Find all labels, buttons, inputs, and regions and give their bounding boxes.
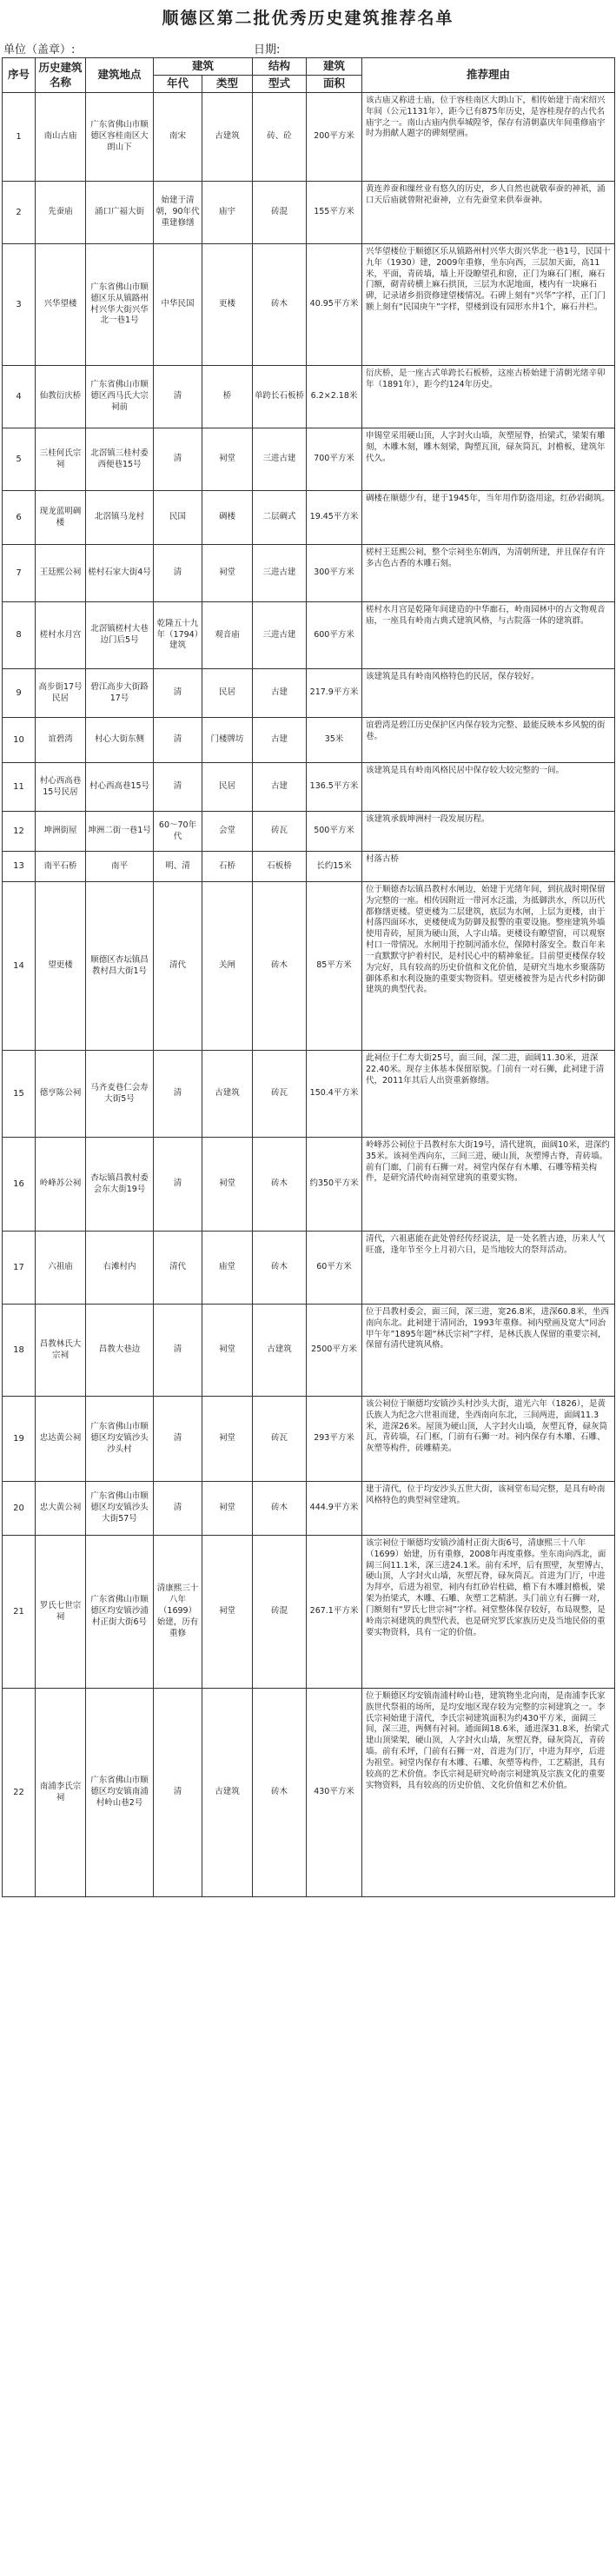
cell-reason: 此祠位于仁寿大街25号，面三间，深二进，面阔11.30米，进深22.40米。现存主体基本保留原貌。门前有一对石狮，此祠建于清代，2011年其后人出资重新修缮。	[362, 1051, 615, 1138]
cell-structure: 砖瓦	[253, 1051, 307, 1138]
cell-area: 19.45平方米	[307, 491, 362, 545]
cell-area: 217.9平方米	[307, 669, 362, 718]
cell-area: 85平方米	[307, 882, 362, 1051]
cell-name: 村心西高巷15号民居	[36, 763, 86, 812]
cell-reason: 建于清代，位于均安沙头五世大街，该祠堂布局完整，是具有岭南风格特色的典型祠堂建筑。	[362, 1482, 615, 1536]
cell-structure: 砖混	[253, 182, 307, 244]
cell-type: 祠堂	[202, 545, 253, 602]
cell-area: 200平方米	[307, 93, 362, 182]
cell-location: 广东省佛山市顺德区均安镇沙头沙头村	[86, 1397, 154, 1482]
cell-era: 清	[154, 1138, 202, 1232]
cell-name: 南浦李氏宗祠	[36, 1689, 86, 1897]
cell-seq: 20	[3, 1482, 36, 1536]
cell-reason: 位于顺德杏坛镇昌教村水闸边，始建于光绪年间，到抗战时期保留为完整的一座。相传因附近一带河水泛滥，为抵御洪水，所以历代都修缮更楼。望更楼为二层建筑，底层为水闸，上层为更楼，由于村落四面环水，更楼便成为防御及报警的重要设施。整座建筑外墙使用青砖，屋顶为硬山顶，人字山墙。更楼设有瞭望窗，可以观察村口一带情况。水闸用于控制河涌水位，保障村落安全。数百年来一直默默守护着村民，是村民心中的精神象征。目前望更楼保存较为完好，具有较高的历史价值和文化价值，是研究当地水乡聚落防御体系和水利设施的重要实物资料。望更楼被誉为是古代乡村防御建筑的典型代表。	[362, 882, 615, 1051]
table-row	[3, 244, 615, 366]
cell-era: 清	[154, 1051, 202, 1138]
cell-seq: 14	[3, 882, 36, 1051]
cell-reason: 申锡堂采用硬山顶，人字封火山墙，灰塑屋脊，抬梁式，梁架有雕刻，木雕木刻，雕木刻梁，陶塑瓦顶，碌灰筒瓦，封檐板，建筑年代久。	[362, 428, 615, 491]
cell-area: 6.2×2.18米	[307, 366, 362, 428]
cell-type: 门楼牌坊	[202, 718, 253, 763]
cell-location: 北滘镇三桂村委西便巷15号	[86, 428, 154, 491]
table-row	[3, 93, 615, 182]
cell-seq: 10	[3, 718, 36, 763]
cell-seq: 16	[3, 1138, 36, 1232]
cell-name: 忠达黄公祠	[36, 1397, 86, 1482]
cell-seq: 12	[3, 812, 36, 852]
cell-structure: 古建	[253, 669, 307, 718]
cell-era: 清	[154, 763, 202, 812]
cell-structure: 砖、砼	[253, 93, 307, 182]
cell-structure: 砖瓦	[253, 812, 307, 852]
cell-type: 观音庙	[202, 602, 253, 669]
cell-type: 民居	[202, 763, 253, 812]
cell-name: 昌教林氏大宗祠	[36, 1305, 86, 1397]
table-body	[3, 93, 615, 1897]
cell-structure: 砖木	[253, 1232, 307, 1305]
cell-reason: 位于顺德区均安镇南浦村岭山巷，建筑物坐北向南，是南浦李氏家族世代祭祖的场所，是均安地区现存较为完整的宗祠建筑之一。李氏宗祠始建于清代，李氏宗祠建筑面积为约430平方米，面阔三间，深三进，两侧有衬祠。通面阔18.6米，通进深31.8米，抬梁式建山顶梁架，硬山顶，人字封火山墙，灰塑瓦脊，碌灰筒瓦，青砖墙。前有禾坪，门前有石狮一对，首进为门厅，中进为拜亭，后进为祖堂。祠堂内保存有木雕、石雕、灰塑等构件，工艺精湛，具有较高的艺术价值。李氏宗祠是研究岭南宗祠建筑及宗族文化的重要实物资料，具有较高的历史价值、文化价值和艺术价值。	[362, 1689, 615, 1897]
cell-structure: 砖木	[253, 244, 307, 366]
cell-name: 谊碧湾	[36, 718, 86, 763]
table-row	[3, 669, 615, 718]
cell-location: 广东省佛山市顺德区乐从镇路州村兴华大街兴华北一巷1号	[86, 244, 154, 366]
cell-location: 村心大街东侧	[86, 718, 154, 763]
cell-area: 155平方米	[307, 182, 362, 244]
cell-type: 碉楼	[202, 491, 253, 545]
header-building: 建筑	[154, 58, 253, 76]
table-row	[3, 852, 615, 882]
cell-era: 明、清	[154, 852, 202, 882]
cell-type: 祠堂	[202, 1138, 253, 1232]
cell-era: 清	[154, 366, 202, 428]
cell-type: 祠堂	[202, 428, 253, 491]
cell-name: 南山古庙	[36, 93, 86, 182]
cell-type: 会堂	[202, 812, 253, 852]
cell-reason: 兴华望楼位于顺德区乐从镇路州村兴华大街兴华北一巷1号，民国十九年（1930）建，2009年重修，坐东向西，三层加天面，高11米，平面，青砖墙，墙上开设瞭望孔和窗，正门为麻石门框，麻石门额，砌青砖横上麻石拱顶，三层为水泥地面，楼内有一块麻石碑，记录诸乡捐资修建望楼情况。石碑上刻有“兴华”字样，正门门额上刻有“民国庚午”字样，望楼到设有园形水井1个，麻石井栏。	[362, 244, 615, 366]
cell-location: 碧江高步大街路17号	[86, 669, 154, 718]
cell-reason: 该古庙又称进士庙，位于容桂南区大朗山下，相传始建于南宋绍兴年间（公元1131年），距今已有875年历史，是容桂现存的古代名庙宇之一。南山古庙内供奉城隍爷，保存有清朝嘉庆年间重修庙宇时为捐献人题字的碑刻壁画。	[362, 93, 615, 182]
cell-seq: 19	[3, 1397, 36, 1482]
cell-name: 先蚕庙	[36, 182, 86, 244]
cell-location: 槎村石家大街4号	[86, 545, 154, 602]
cell-type: 关闸	[202, 882, 253, 1051]
cell-seq: 6	[3, 491, 36, 545]
cell-era: 始建于清朝，90年代重建修缮	[154, 182, 202, 244]
cell-type: 古建筑	[202, 93, 253, 182]
cell-reason: 谊碧湾是碧江历史保护区内保存较为完整、最能反映本乡风貌的街巷。	[362, 718, 615, 763]
cell-seq: 11	[3, 763, 36, 812]
cell-name: 高步街17号民居	[36, 669, 86, 718]
cell-location: 坤洲二街一巷1号	[86, 812, 154, 852]
cell-area: 136.5平方米	[307, 763, 362, 812]
cell-reason: 衍庆桥，是一座古式单跨长石板桥，这座古桥始建于清朝光绪辛卯年（1891年），距今约124年历史。	[362, 366, 615, 428]
cell-era: 民国	[154, 491, 202, 545]
cell-era: 清康熙三十八年（1699）始建，历有重修	[154, 1536, 202, 1689]
cell-name: 三桂何氏宗祠	[36, 428, 86, 491]
table-row	[3, 491, 615, 545]
table-row	[3, 1305, 615, 1397]
cell-reason: 槎村王廷熙公祠，整个宗祠坐东朝西，为清朝所建，并且保存有许多古色古香的木雕石刻。	[362, 545, 615, 602]
header-location: 建筑地点	[86, 58, 154, 93]
header-area: 面积	[307, 76, 362, 93]
cell-structure: 三进古建	[253, 602, 307, 669]
cell-name: 岭峰苏公祠	[36, 1138, 86, 1232]
cell-structure: 砖瓦	[253, 1397, 307, 1482]
table-row	[3, 1138, 615, 1232]
header-area-top: 建筑	[307, 58, 362, 76]
cell-type: 石桥	[202, 852, 253, 882]
cell-seq: 17	[3, 1232, 36, 1305]
cell-name: 槎村水月宫	[36, 602, 86, 669]
header-era: 年代	[154, 76, 202, 93]
cell-reason: 槎村水月宫是乾隆年间建造的中华廊石，岭南园林中的古文物观音庙，一座具有岭南古典式建筑风格，与古院落一体的建筑群。	[362, 602, 615, 669]
header-name: 历史建筑名称	[36, 58, 86, 93]
cell-area: 700平方米	[307, 428, 362, 491]
cell-seq: 1	[3, 93, 36, 182]
cell-area: 293平方米	[307, 1397, 362, 1482]
date-label: 日期:	[254, 43, 281, 56]
header-seq: 序号	[3, 58, 36, 93]
cell-location: 马齐麦巷仁会寿大街5号	[86, 1051, 154, 1138]
cell-era: 清	[154, 1305, 202, 1397]
table-row	[3, 366, 615, 428]
cell-location: 北滘镇槎村大巷边门后5号	[86, 602, 154, 669]
cell-seq: 3	[3, 244, 36, 366]
cell-area: 35米	[307, 718, 362, 763]
cell-reason: 位于昌教村委会，面三间，深三进，宽26.8米，进深60.8米，坐西南向东北。此祠建于清同治，1993年重修。祠内壁画及宽大“同治甲午年”1895年题“林氏宗祠”字样，是林氏族人保留的重要宗祠，保留有清代建筑风格。	[362, 1305, 615, 1397]
cell-reason: 岭峰苏公祠位于昌教村东大街19号，清代建筑，面阔10米，进深约35米。该祠坐西向东，三间三进，硬山顶，灰塑博古脊，青砖墙。前有门廊，门前有石狮一对。祠堂内保存有木雕、石雕等精美构件，是研究清代岭南祠堂建筑的重要实物。	[362, 1138, 615, 1232]
table-row	[3, 1689, 615, 1897]
cell-name: 王廷熙公祠	[36, 545, 86, 602]
cell-structure: 砖木	[253, 1689, 307, 1897]
cell-seq: 8	[3, 602, 36, 669]
table-row	[3, 1232, 615, 1305]
cell-type: 祠堂	[202, 1536, 253, 1689]
table-row	[3, 718, 615, 763]
cell-seq: 13	[3, 852, 36, 882]
cell-era: 中华民国	[154, 244, 202, 366]
cell-area: 267.1平方米	[307, 1536, 362, 1689]
cell-location: 涌口广福大街	[86, 182, 154, 244]
cell-reason: 村落古桥	[362, 852, 615, 882]
cell-name: 六祖庙	[36, 1232, 86, 1305]
cell-name: 忠大黄公祠	[36, 1482, 86, 1536]
table-row	[3, 545, 615, 602]
cell-reason: 该建筑是具有岭南风格特色的民居，保存较好。	[362, 669, 615, 718]
cell-location: 村心西高巷15号	[86, 763, 154, 812]
table-row	[3, 882, 615, 1051]
cell-name: 南平石桥	[36, 852, 86, 882]
cell-seq: 7	[3, 545, 36, 602]
cell-era: 乾隆五十九年（1794）建筑	[154, 602, 202, 669]
cell-area: 60平方米	[307, 1232, 362, 1305]
cell-area: 500平方米	[307, 812, 362, 852]
cell-seq: 18	[3, 1305, 36, 1397]
document-title: 顺德区第二批优秀历史建筑推荐名单	[162, 9, 454, 28]
cell-type: 古建筑	[202, 1689, 253, 1897]
cell-area: 430平方米	[307, 1689, 362, 1897]
cell-reason: 碉楼在顺德少有，建于1945年，当年用作防盗用途，红砂岩砌筑。	[362, 491, 615, 545]
unit-label: 单位（盖章）:	[3, 43, 76, 56]
cell-reason: 该宗祠位于顺德均安镇沙浦村正街大街6号，清康熙三十八年（1699）始建，历有重修，2008年再度重修。坐东南向西北，面阔三间11.1米，深三进24.1米。前有禾坪，后有照壁，灰塑博古，硬山顶，人字封火山墙，灰塑瓦脊，碌灰筒瓦。首进为门厅，中进为拜亭，后进为祖堂，祠内有红砂岩柱础，檐下有木雕封檐板，梁架为抬梁式，木雕、石雕、灰塑工艺精湛。头门前立有石狮一对，门额刻有“罗氏七世宗祠”字样。祠堂整体保存较好，布局规整，是岭南宗祠建筑的典型代表，也是研究罗氏家族历史及当地民俗的重要实物资料，具有一定的价值。	[362, 1536, 615, 1689]
cell-era: 清代	[154, 1232, 202, 1305]
cell-structure: 单跨长石板桥	[253, 366, 307, 428]
table-row	[3, 1536, 615, 1689]
cell-structure: 砖混	[253, 1536, 307, 1689]
cell-era: 60～70年代	[154, 812, 202, 852]
cell-location: 北滘镇马龙村	[86, 491, 154, 545]
cell-reason: 该公祠位于顺德均安镇沙头村沙头大街，道光六年（1826），是黄氏族人为纪念六世祖而建，坐西南向东北，三间两进，面阔11.3米，进深26米。屋顶为硬山顶，人字封火山墙，灰塑瓦脊，碌灰筒瓦，青砖墙，石门框，门前有石狮一对。祠内保存有木雕、石雕、灰塑等构件，砖雕精美。	[362, 1397, 615, 1482]
cell-type: 祠堂	[202, 1397, 253, 1482]
cell-name: 现龙蓝明碉楼	[36, 491, 86, 545]
header-structure: 型式	[253, 76, 307, 93]
cell-seq: 15	[3, 1051, 36, 1138]
cell-location: 广东省佛山市顺德区均安镇沙头大街57号	[86, 1482, 154, 1536]
table-row	[3, 602, 615, 669]
cell-area: 600平方米	[307, 602, 362, 669]
cell-era: 南宋	[154, 93, 202, 182]
cell-location: 广东省佛山市顺德区均安镇沙浦村正街大街6号	[86, 1536, 154, 1689]
cell-location: 广东省佛山市顺德区西马氏大宗祠前	[86, 366, 154, 428]
cell-type: 更楼	[202, 244, 253, 366]
cell-seq: 2	[3, 182, 36, 244]
cell-location: 南平	[86, 852, 154, 882]
cell-area: 444.9平方米	[307, 1482, 362, 1536]
cell-structure: 三进古建	[253, 428, 307, 491]
cell-structure: 二层碉式	[253, 491, 307, 545]
cell-type: 庙宇	[202, 182, 253, 244]
table-row	[3, 428, 615, 491]
cell-structure: 古建筑	[253, 1305, 307, 1397]
cell-structure: 古建	[253, 718, 307, 763]
cell-name: 坤洲街屋	[36, 812, 86, 852]
cell-type: 祠堂	[202, 1305, 253, 1397]
cell-era: 清	[154, 718, 202, 763]
cell-name: 望更楼	[36, 882, 86, 1051]
cell-type: 庙堂	[202, 1232, 253, 1305]
cell-area: 40.95平方米	[307, 244, 362, 366]
cell-reason: 该建筑承载坤洲村一段发展历程。	[362, 812, 615, 852]
cell-location: 昌教大巷边	[86, 1305, 154, 1397]
cell-name: 仙教衍庆桥	[36, 366, 86, 428]
cell-seq: 22	[3, 1689, 36, 1897]
table-row	[3, 1482, 615, 1536]
cell-era: 清	[154, 1482, 202, 1536]
cell-type: 民居	[202, 669, 253, 718]
cell-structure: 三进古建	[253, 545, 307, 602]
cell-era: 清	[154, 545, 202, 602]
cell-structure: 砖木	[253, 1138, 307, 1232]
cell-structure: 石板桥	[253, 852, 307, 882]
cell-name: 兴华望楼	[36, 244, 86, 366]
header-type: 类型	[202, 76, 253, 93]
cell-era: 清	[154, 1689, 202, 1897]
table-row	[3, 1397, 615, 1482]
cell-location: 右滩村内	[86, 1232, 154, 1305]
cell-seq: 9	[3, 669, 36, 718]
cell-location: 广东省佛山市顺德区均安镇南浦村岭山巷2号	[86, 1689, 154, 1897]
cell-name: 罗氏七世宗祠	[36, 1536, 86, 1689]
cell-area: 300平方米	[307, 545, 362, 602]
table-row	[3, 763, 615, 812]
cell-type: 古建筑	[202, 1051, 253, 1138]
table-row	[3, 1051, 615, 1138]
cell-reason: 黄连养蚕和缫丝业有悠久的历史，乡人自然也就敬奉蚕的神祇，涌口天后庙就曾附祀蚕神，立有先蚕堂来供奉蚕神。	[362, 182, 615, 244]
cell-structure: 砖木	[253, 882, 307, 1051]
cell-type: 桥	[202, 366, 253, 428]
cell-seq: 21	[3, 1536, 36, 1689]
cell-structure: 砖木	[253, 1482, 307, 1536]
cell-era: 清	[154, 428, 202, 491]
cell-name: 德亨陈公祠	[36, 1051, 86, 1138]
cell-era: 清	[154, 669, 202, 718]
table-row	[3, 812, 615, 852]
cell-structure: 古建	[253, 763, 307, 812]
building-list-table	[2, 57, 615, 1897]
cell-location: 杏坛镇昌教村委会东大街19号	[86, 1138, 154, 1232]
cell-era: 清	[154, 1397, 202, 1482]
cell-seq: 5	[3, 428, 36, 491]
header-reason: 推荐理由	[362, 58, 615, 93]
cell-location: 广东省佛山市顺德区容桂南区大朗山下	[86, 93, 154, 182]
cell-reason: 该建筑是具有岭南风格民居中保存较大较完整的一间。	[362, 763, 615, 812]
cell-era: 清代	[154, 882, 202, 1051]
cell-seq: 4	[3, 366, 36, 428]
header-structure-top: 结构	[253, 58, 307, 76]
cell-reason: 清代，六祖惠能在此处曾经传经说法，是一处名胜古迹，历来人气旺盛，逢年节至今上月初六日，是当地较大的祭拜活动。	[362, 1232, 615, 1305]
cell-area: 2500平方米	[307, 1305, 362, 1397]
cell-area: 150.4平方米	[307, 1051, 362, 1138]
cell-location: 顺德区杏坛镇昌教村昌大街1号	[86, 882, 154, 1051]
cell-area: 约350平方米	[307, 1138, 362, 1232]
table-row	[3, 182, 615, 244]
cell-type: 祠堂	[202, 1482, 253, 1536]
cell-area: 长约15米	[307, 852, 362, 882]
